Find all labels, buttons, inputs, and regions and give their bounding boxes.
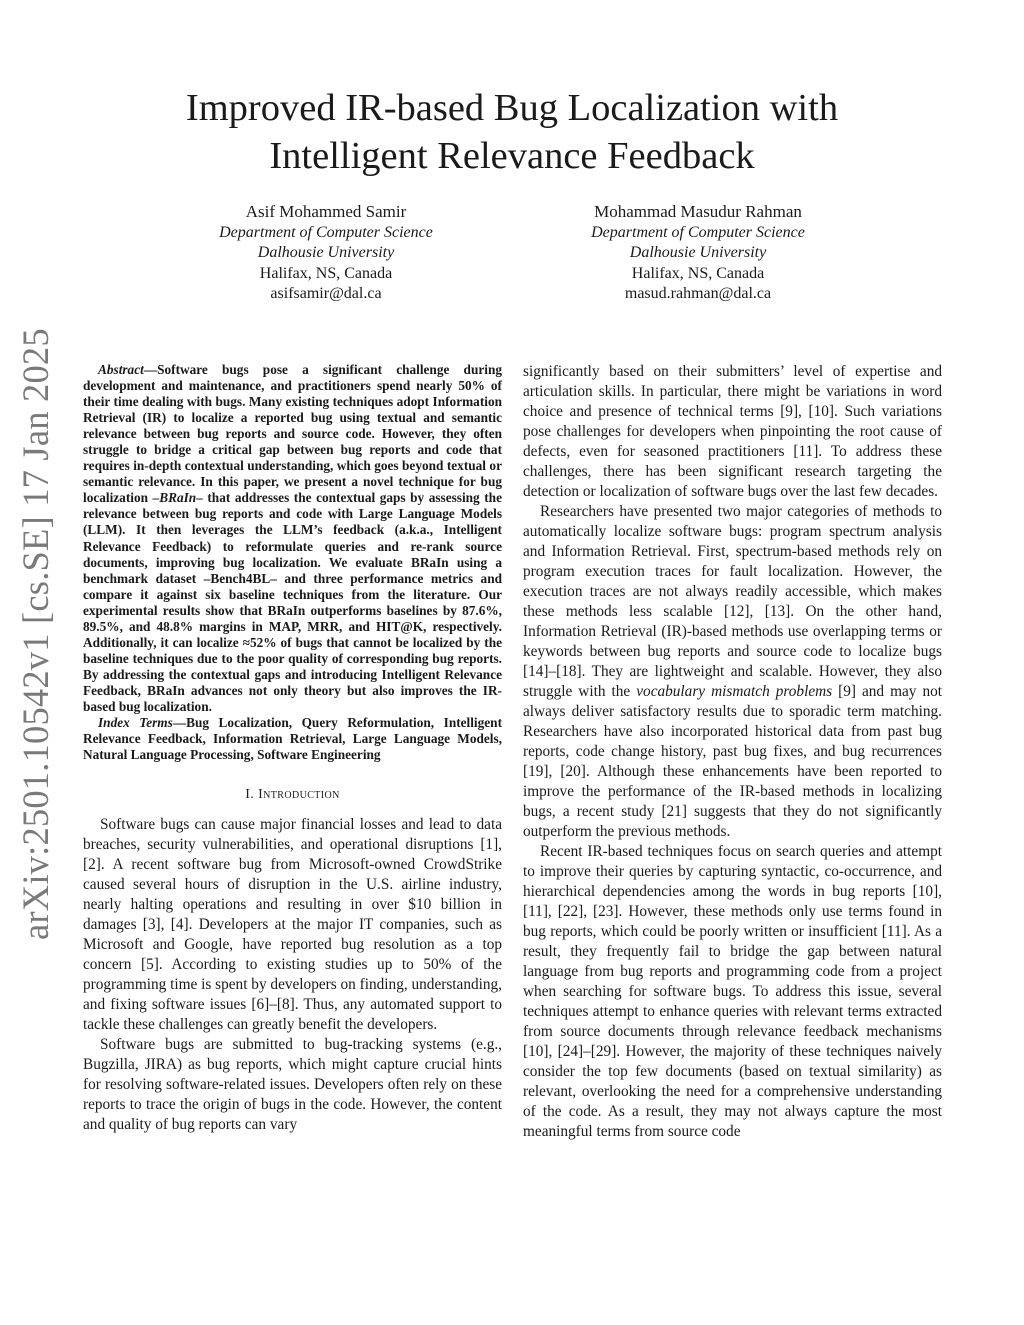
paragraph-part: Researchers have presented two major categories of methods to automatically localize software bugs: program spectrum analysis and Information Retrieval. First, spectrum-based methods rely on program execution traces for fault localization. However, the execution traces are not always readily accessible, which makes these methods less scalable [12], [13]. On the other hand, Information Retrieval (IR)-based methods use overlapping terms or keywords between bug reports and source code to localize bugs [14]–[18]. They are lightweight and scalable. However, they also struggle with the: [523, 503, 942, 700]
paragraph: Software bugs can cause major financial losses and lead to data breaches, security vulnerabilities, and operational disruptions [1], [2]. A recent software bug from Microsoft-owned CrowdStrike caused several hours of disruption in the U.S. airline industry, nearly halting operations and resulting in over $10 billion in damages [3], [4]. Developers at the major IT companies, such as Microsoft and Google, have reported bug resolution as a top concern [5]. According to existing studies up to 50% of the programming time is spent by developers on finding, understanding, and fixing software issues [6]–[8]. Thus, any automated support to tackle these challenges can greatly benefit the developers.: [83, 816, 502, 1034]
author-email: masud.rahman@dal.ca: [624, 285, 772, 303]
author-department: Department of Computer Science: [219, 223, 433, 241]
author-name: Asif Mohammed Samir: [245, 202, 407, 221]
index-terms-label: Index Terms: [98, 715, 173, 731]
paper-title: [100, 84, 924, 180]
paragraph-part: [9] and may not always deliver satisfactory results due to sporadic term matching. Researchers have also incorporated historical data from past bug reports, code change history, past bug fixes, and bug recurrences [19], [20]. Although these enhancements have been reported to improve the performance of the IR-based methods in localizing bugs, a recent study [21] suggests that they do not significantly outperform the previous methods.: [523, 683, 943, 840]
author-location: Halifax, NS, Canada: [259, 264, 393, 282]
paragraph: significantly based on their submitters’ level of expertise and articulation skills. In particular, there might be variations in word choice and presence of technical terms [9], [10]. Such variations pose challenges for developers when pinpointing the root cause of defects, even for seasoned practitioners [11]. To address these challenges, there has been significant research targeting the detection or localization of software bugs over the last few decades.: [523, 363, 942, 500]
abstract: [83, 362, 502, 715]
author-block-2: [533, 202, 863, 305]
index-terms-text: —Bug Localization, Query Reformulation, Intelligent Relevance Feedback, Information Retrieval, Large Language Models, Natural Language Processing, Software Engineering: [83, 715, 502, 763]
paper-title-line-1: Improved IR-based Bug Localization with: [185, 87, 839, 129]
author-department: Department of Computer Science: [591, 223, 805, 241]
section-title: Introduction: [258, 787, 340, 803]
paragraph: Software bugs are submitted to bug-tracking systems (e.g., Bugzilla, JIRA) as bug reports, which might capture crucial hints for resolving software-related issues. Developers often rely on these reports to trace the origin of bugs in the code. However, the content and quality of bug reports can vary: [83, 1036, 502, 1134]
abstract-text-continued: – that addresses the contextual gaps by assessing the relevance between bug reports and code with Large Language Models (LLM). It then leverages the LLM’s feedback (a.k.a., Intelligent Relevance Feedback) to reformulate queries and re-rank source documents, improving bug localization. We evaluate BRaIn using a benchmark dataset –Bench4BL– and three performance metrics and compare it against six baseline techniques from the literature. Our experimental results show that BRaIn outperforms baselines by 87.6%, 89.5%, and 48.8% margins in MAP, MRR, and HIT@K, respectively. Additionally, it can localize ≈52% of bugs that cannot be localized by the baseline techniques due to the poor quality of corresponding bug reports. By addressing the contextual gaps and introducing Intelligent Relevance Feedback, BRaIn advances not only theory but also improves the IR-based bug localization.: [83, 490, 502, 714]
abstract-text: —Software bugs pose a significant challenge during development and maintenance, and practitioners spend nearly 50% of their time dealing with bugs. Many existing techniques adopt Information Retrieval (IR) to localize a reported bug using textual and semantic relevance between bug reports and source code. However, they often struggle to bridge a critical gap between bug reports and code that requires in-depth contextual understanding, which goes beyond textual or semantic relevance. In this paper, we present a novel technique for bug localization –: [83, 362, 502, 506]
author-university: Dalhousie University: [629, 244, 767, 262]
arxiv-identifier-stamp: arXiv:2501.10542v1 [cs.SE] 17 Jan 2025: [15, 328, 56, 940]
author-university: Dalhousie University: [257, 244, 395, 262]
author-email: asifsamir@dal.ca: [270, 285, 382, 303]
right-body-text: [523, 362, 942, 1142]
index-terms: [83, 715, 502, 763]
paper-title-line-2: Intelligent Relevance Feedback: [269, 135, 755, 177]
left-column: [83, 362, 502, 1135]
paragraph: Recent IR-based techniques focus on search queries and attempt to improve their queries by capturing syntactic, co-occurrence, and hierarchical dependencies among the words in bug reports [10], [11], [22], [23]. However, these methods only use terms found in bug reports, which could be poorly written or insufficient [11]. As a result, they frequently fail to bridge the gap between natural language from bug reports and programming code from a project when searching for software bugs. To address this issue, several techniques attempt to enhance queries with relevant terms extracted from source documents through relevance feedback mechanisms [10], [24]–[29]. However, the majority of these techniques naively consider the top few documents (based on textual similarity) as relevant, overlooking the need for a comprehensive understanding of the code. As a result, they may not always capture the most meaningful terms from source code: [523, 843, 942, 1140]
left-body-text: [83, 815, 502, 1135]
right-column: [523, 362, 942, 1142]
paragraph: [523, 502, 942, 842]
abstract-label: Abstract: [98, 362, 144, 377]
section-heading: [83, 787, 502, 803]
emphasis-text: vocabulary mismatch problems: [636, 683, 833, 700]
author-block-1: [161, 202, 491, 305]
author-location: Halifax, NS, Canada: [631, 264, 765, 282]
abstract-tool-name: BRaIn: [159, 490, 197, 506]
section-number: I.: [245, 787, 255, 803]
author-name: Mohammad Masudur Rahman: [594, 202, 802, 221]
